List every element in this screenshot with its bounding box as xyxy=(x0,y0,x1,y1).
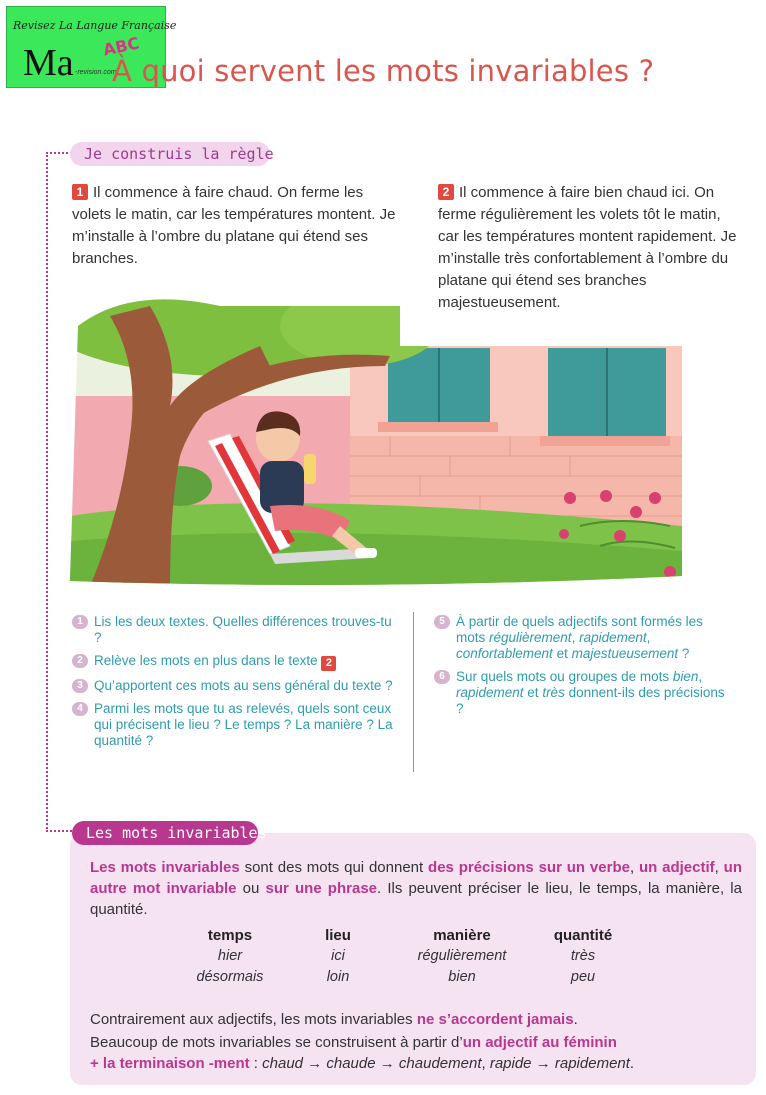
rule-text: , xyxy=(629,859,639,876)
logo-ma: Ma xyxy=(23,42,74,84)
highlight: des précisions sur un verbe xyxy=(428,859,630,876)
q6-word: très xyxy=(542,685,565,700)
question-text xyxy=(94,653,402,671)
question-6 xyxy=(434,669,734,717)
q5-word: confortablement xyxy=(456,646,553,661)
q6-sep: , xyxy=(698,669,703,684)
question-text: Qu’apportent ces mots au sens général du texte ? xyxy=(94,678,393,693)
question-divider xyxy=(413,612,414,772)
logo-abc: ABC xyxy=(101,33,141,60)
rule-text: ou xyxy=(236,880,266,897)
question-number: 5 xyxy=(434,615,450,629)
rule-text: , xyxy=(714,859,724,876)
q5-sep: , xyxy=(571,630,580,645)
rule-text: sont des mots qui donnent xyxy=(239,859,429,876)
logo-domain: -revision.com xyxy=(75,69,117,76)
q6-end: donnent-ils des précisions ? xyxy=(456,685,725,716)
question-number: 4 xyxy=(72,702,88,716)
table-cell: bien xyxy=(448,969,476,985)
text-reference-badge: 2 xyxy=(321,656,336,671)
arrow-icon: → xyxy=(379,1055,395,1072)
table-header-quantite: quantité xyxy=(553,927,613,944)
question-1 xyxy=(72,614,402,646)
question-number: 1 xyxy=(72,615,88,629)
q5-word: rapidement xyxy=(579,630,647,645)
question-text xyxy=(456,669,734,717)
question-2-text: Relève les mots en plus dans le texte xyxy=(94,653,318,668)
q6-word: bien xyxy=(672,669,699,684)
question-5 xyxy=(434,614,734,662)
example-word: chaude xyxy=(326,1055,376,1072)
table-cell: peu xyxy=(570,969,596,985)
question-text: Lis les deux textes. Quelles différences trouves-tu ? xyxy=(94,614,392,645)
page-title: À quoi servent les mots invariables ? xyxy=(112,54,655,88)
question-text xyxy=(456,614,734,662)
q6-part: Sur quels mots ou groupes de mots xyxy=(456,669,673,684)
rule-text: . xyxy=(573,1011,578,1028)
q5-word: majestueusement xyxy=(571,646,679,661)
example-word: chaudement xyxy=(398,1055,482,1072)
question-2 xyxy=(72,653,402,671)
rule-text: Contrairement aux adjectifs, les mots invariables xyxy=(90,1011,417,1028)
text-1 xyxy=(72,182,402,270)
q5-sep: et xyxy=(552,646,572,661)
arrow-icon: → xyxy=(307,1055,323,1072)
question-3 xyxy=(72,678,402,694)
rule-box xyxy=(70,833,756,1085)
rule-text: . Ils peuvent préciser le lieu, le temps, la manière, la quantité. xyxy=(90,880,742,918)
rule-agreement xyxy=(90,1009,742,1030)
rule-definition xyxy=(90,857,742,920)
q5-end: ? xyxy=(678,646,690,661)
example-word: chaud xyxy=(262,1055,304,1072)
q6-word: rapidement xyxy=(456,685,524,700)
question-4 xyxy=(72,701,402,749)
table-cell: ici xyxy=(331,948,345,964)
highlight: + la terminaison -ment xyxy=(90,1055,250,1072)
arrow-icon: → xyxy=(535,1055,551,1072)
table-cell: très xyxy=(570,948,596,964)
highlight: Les mots invariables xyxy=(90,859,240,876)
rule-text: Beaucoup de mots invariables se construisent à partir d’ xyxy=(90,1034,463,1051)
table-cell: loin xyxy=(326,969,350,985)
q5-sep: , xyxy=(646,630,651,645)
illustration-boy-under-tree xyxy=(70,286,682,586)
q5-part: À partir de quels adjectifs sont formés les mots xyxy=(456,614,703,645)
text-1-number: 1 xyxy=(72,184,88,200)
question-number: 3 xyxy=(72,679,88,693)
highlight: sur une phrase xyxy=(265,880,377,897)
questions-right-column xyxy=(434,614,734,724)
question-number: 2 xyxy=(72,654,88,668)
table-cell: régulièrement xyxy=(417,948,507,964)
table-header-maniere: manière xyxy=(433,927,491,944)
highlight: un autre mot invariable xyxy=(90,859,742,897)
logo-tagline: Revisez La Langue Française xyxy=(13,19,177,32)
text-1-body: Il commence à faire chaud. On ferme les volets le matin, car les températures montent. Je m’installe à l’ombre du platane qui étend ses branches. xyxy=(72,184,396,267)
highlight: un adjectif xyxy=(638,859,715,876)
questions-left-column xyxy=(72,614,402,756)
table-cell: hier xyxy=(217,948,243,964)
question-number: 6 xyxy=(434,670,450,684)
section-connector xyxy=(46,152,72,832)
table-cell: désormais xyxy=(196,969,264,985)
q6-sep: et xyxy=(523,685,543,700)
rule-text: : xyxy=(249,1055,263,1072)
highlight: ne s’accordent jamais xyxy=(416,1011,574,1028)
highlight: un adjectif au féminin xyxy=(462,1034,617,1051)
q5-word: régulièrement xyxy=(489,630,572,645)
section-label-construis: Je construis la règle xyxy=(70,142,270,166)
question-text: Parmi les mots que tu as relevés, quels sont ceux qui précisent le lieu ? Le temps ? La manière ? La quantité ? xyxy=(94,701,393,748)
rule-formation: Beaucoup de mots invariables se construisent à partir d’un adjectif au féminin + la terminaison -ment : chaud → chaude → chaudement, rapide → rapidement. xyxy=(90,1034,635,1072)
table-header-lieu: lieu xyxy=(325,927,351,944)
section-label-invariables: Les mots invariables xyxy=(72,821,258,845)
table-header-temps: temps xyxy=(207,927,253,944)
text-2-body: Il commence à faire bien chaud ici. On ferme régulièrement les volets tôt le matin, car les températures montent rapidement. Je m’installe très confortablement à l’ombre du platane qui étend ses branches majestueusement. xyxy=(438,184,737,311)
example-word: rapide xyxy=(489,1055,532,1072)
example-word: rapidement xyxy=(554,1055,630,1072)
text-2-number: 2 xyxy=(438,184,454,200)
